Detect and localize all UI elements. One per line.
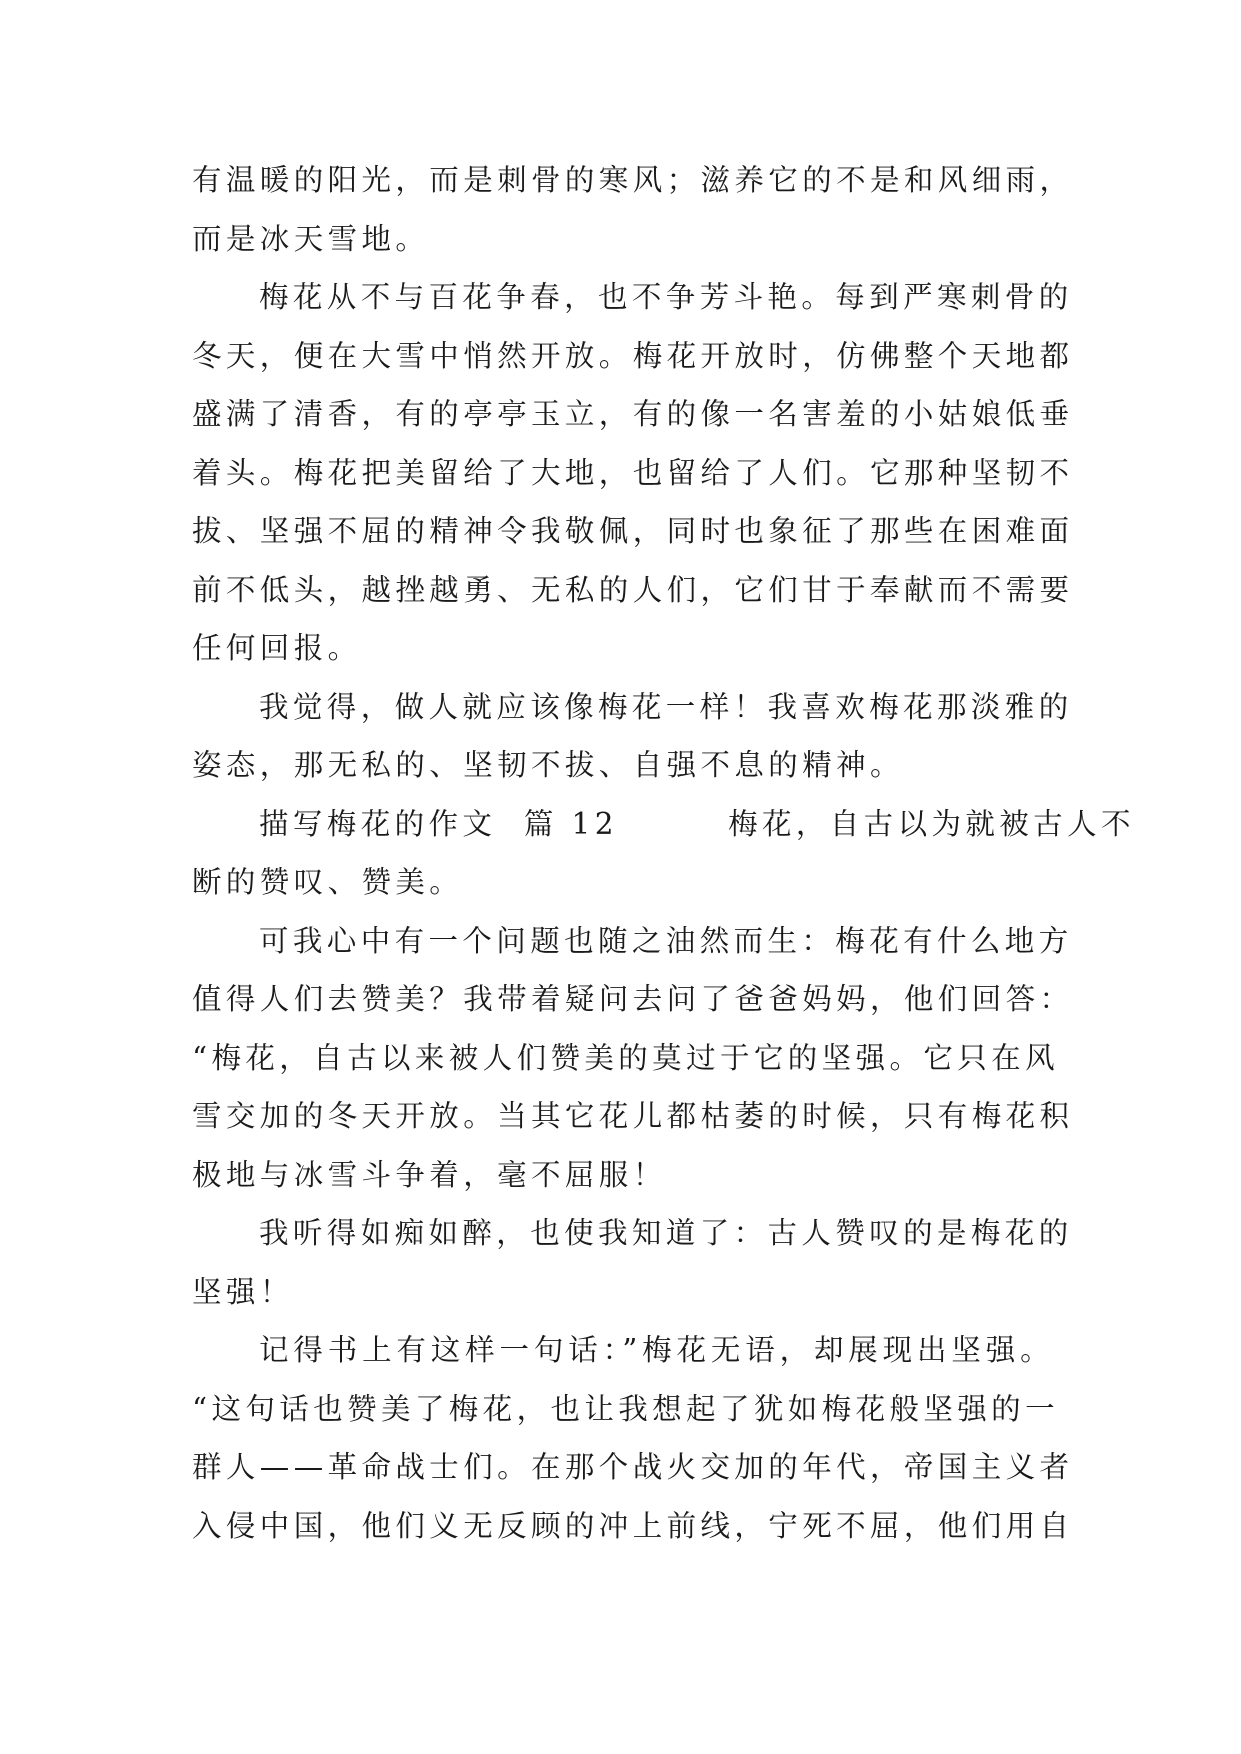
text-line: 可我心中有一个问题也随之油然而生：梅花有什么地方 [259,923,1073,958]
paragraph [192,1204,1073,1321]
text-line: 断的赞叹、赞美。 [192,865,464,899]
paragraph-with-heading [192,795,1135,912]
text-line: 有温暖的阳光，而是刺骨的寒风；滋养它的不是和风细雨， [192,163,1074,197]
text-line: 描写梅花的作文 篇 12 梅花，自古以为就被古人不 [259,806,1135,841]
text-line: 入侵中国，他们义无反顾的冲上前线，宁死不屈，他们用自 [192,1508,1074,1543]
text-line: 梅花从不与百花争春，也不争芳斗艳。每到严寒刺骨的 [259,280,1073,314]
text-line: 拔、坚强不屈的精神令我敬佩，同时也象征了那些在困难面 [192,514,1074,548]
paragraph [192,151,1074,268]
paragraph [192,678,1073,795]
text-line: 我觉得，做人就应该像梅花一样！我喜欢梅花那淡雅的 [259,689,1073,724]
text-line: “梅花，自古以来被人们赞美的莫过于它的坚强。它只在风 [192,1040,1059,1075]
text-line: 值得人们去赞美？我带着疑问去问了爸爸妈妈，他们回答： [192,982,1074,1016]
text-line: 冬天，便在大雪中悄然开放。梅花开放时，仿佛整个天地都 [192,338,1074,373]
text-line: 极地与冰雪斗争着，毫不屈服！ [192,1157,667,1192]
text-line: 坚强！ [192,1274,294,1309]
text-line: 群人——革命战士们。在那个战火交加的年代，帝国主义者 [192,1450,1074,1484]
text-line: 记得书上有这样一句话：”梅花无语，却展现出坚强。 [259,1333,1054,1367]
text-line: 雪交加的冬天开放。当其它花儿都枯萎的时候，只有梅花积 [192,1099,1074,1133]
text-line: 我听得如痴如醉，也使我知道了：古人赞叹的是梅花的 [259,1216,1073,1250]
text-line: 而是冰天雪地。 [192,221,430,256]
text-line: 姿态，那无私的、坚韧不拔、自强不息的精神。 [192,748,904,782]
paragraph [192,912,1074,1205]
text-line: 前不低头，越挫越勇、无私的人们，它们甘于奉献而不需要 [192,572,1074,607]
article-body [192,151,1135,1555]
text-line: 盛满了清香，有的亭亭玉立，有的像一名害羞的小姑娘低垂 [192,397,1074,431]
text-line: “这句话也赞美了梅花，也让我想起了犹如梅花般坚强的一 [192,1391,1059,1426]
text-line: 任何回报。 [192,631,362,665]
paragraph [192,268,1074,678]
paragraph [192,1321,1074,1555]
text-line: 着头。梅花把美留给了大地，也留给了人们。它那种坚韧不 [192,455,1074,490]
